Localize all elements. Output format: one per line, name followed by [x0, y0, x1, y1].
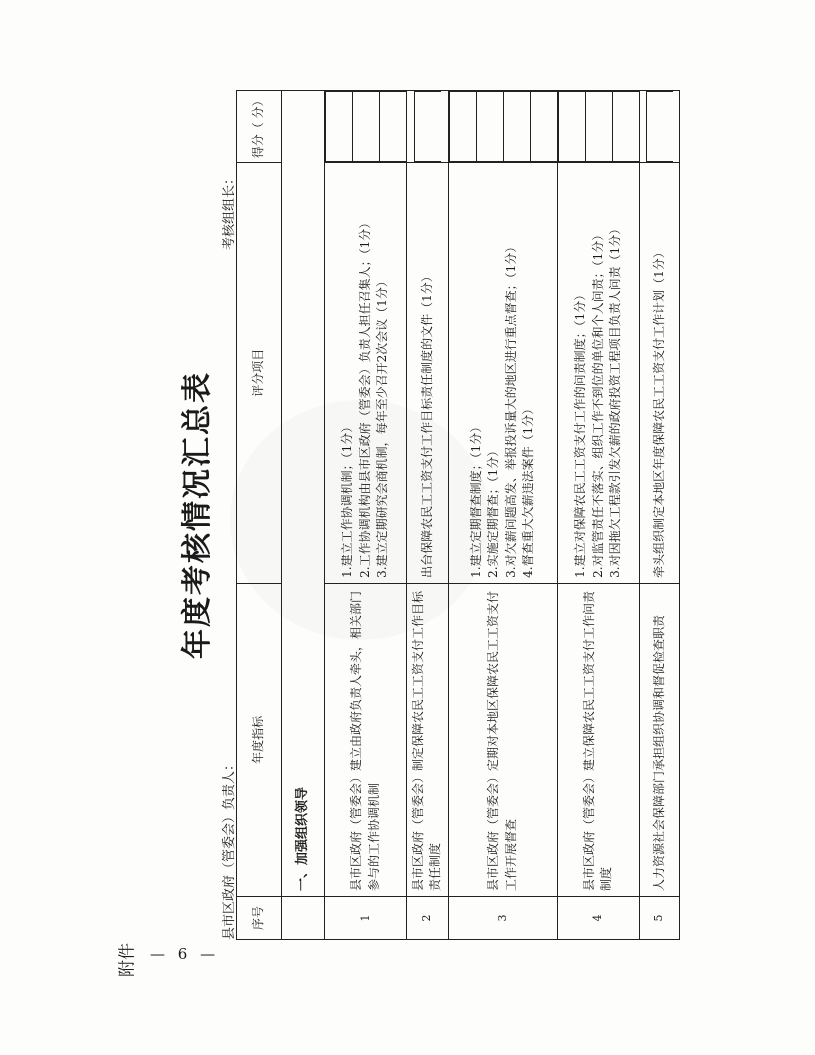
score-blank [585, 92, 612, 162]
score-blank [530, 92, 557, 162]
table-row [325, 91, 407, 940]
score-item: 2.对监管责任不落实、组织工作不到位的单位和个人问责；（1分） [590, 228, 605, 578]
score-blank [326, 92, 353, 162]
page-number: — 6 — [150, 945, 220, 963]
row-score-cell [639, 91, 679, 163]
row-seq: 5 [639, 897, 679, 940]
score-item: 4.督查重大欠薪违法案件（1分） [521, 402, 536, 578]
row-seq: 1 [325, 897, 407, 940]
score-item: 3.建立定期研究会商机制，每年至少召开2次会议（1分） [375, 275, 390, 578]
row-items [448, 162, 557, 583]
score-item: 牵头组织制定本地区年度保障农民工工资支付工作计划（1分） [651, 246, 666, 578]
score-item: 1.建立定期督查制度；（1分） [469, 420, 483, 578]
assessment-table [236, 90, 680, 940]
score-subgrid [325, 91, 406, 162]
score-item: 1.建立对保障农民工工资支付工作的问责制度；（1分） [573, 288, 588, 578]
table-row [557, 91, 639, 940]
score-subgrid [646, 91, 673, 162]
row-score-cell [407, 91, 449, 163]
score-blank [380, 92, 407, 162]
score-blank [414, 92, 441, 162]
header-indicator: 年度指标 [237, 583, 282, 896]
score-blank [449, 92, 476, 162]
score-item: 3.对因拖欠工程款引发欠薪的政府投资工程项目负责人问责（1分） [607, 222, 622, 578]
row-score-cell [448, 91, 557, 163]
score-blank [476, 92, 503, 162]
score-item: 3.对欠薪问题高发、举报投诉量大的地区进行重点督查；（1分） [503, 240, 518, 578]
header-score: 得分（ 分） [237, 91, 282, 163]
score-subgrid [414, 91, 441, 162]
score-blank [612, 92, 639, 162]
score-blank [503, 92, 530, 162]
table-header-row [237, 91, 282, 940]
score-item: 2.实施定期督查；（1分） [486, 444, 501, 578]
section-row [282, 91, 325, 940]
score-blank [646, 92, 673, 162]
score-blank [558, 92, 585, 162]
row-items [639, 162, 679, 583]
table-row [639, 91, 679, 940]
attachment-label: 附件 [117, 943, 138, 977]
table-row [407, 91, 449, 940]
row-seq: 4 [557, 897, 639, 940]
owner-signature-label: 县市区政府（管委会）负责人： [222, 757, 237, 940]
score-subgrid [449, 91, 557, 162]
row-indicator: 县市区政府（管委会）建立由政府负责人牵头，相关部门参与的工作协调机制 [325, 583, 407, 896]
score-item: 出台保障农民工工资支付工作目标责任制度的文件（1分） [419, 270, 434, 578]
row-indicator: 人力资源社会保障部门承担组织协调和督促检查职责 [639, 583, 679, 896]
table-row [448, 91, 557, 940]
row-score-cell [557, 91, 639, 163]
row-seq: 2 [407, 897, 449, 940]
row-indicator: 县市区政府（管委会）制定保障农民工工资支付工作目标责任制度 [407, 583, 449, 896]
section-title: 一、加强组织领导 [282, 91, 325, 897]
row-indicator: 县市区政府（管委会）定期对本地区保障农民工工资支付工作开展督查 [448, 583, 557, 896]
score-item: 1.建立工作协调机制；（1分） [340, 420, 355, 578]
score-item: 2.工作协调机构由县市区政府（管委会）负责人担任召集人；（1分） [357, 216, 372, 578]
header-items: 评分项目 [237, 162, 282, 583]
row-seq: 3 [448, 897, 557, 940]
row-score-cell [325, 91, 407, 163]
row-indicator: 县市区政府（管委会）建立保障农民工工资支付工作问责制度 [557, 583, 639, 896]
document-title: 年度考核情况汇总表 [180, 371, 215, 659]
score-blank [353, 92, 380, 162]
table-body [325, 91, 680, 940]
header-seq: 序号 [237, 897, 282, 940]
leader-signature-label: 考核组组长： [222, 171, 237, 250]
row-items [407, 162, 449, 583]
row-items [325, 162, 407, 583]
score-subgrid [558, 91, 639, 162]
rotated-document [170, 90, 666, 940]
row-items [557, 162, 639, 583]
